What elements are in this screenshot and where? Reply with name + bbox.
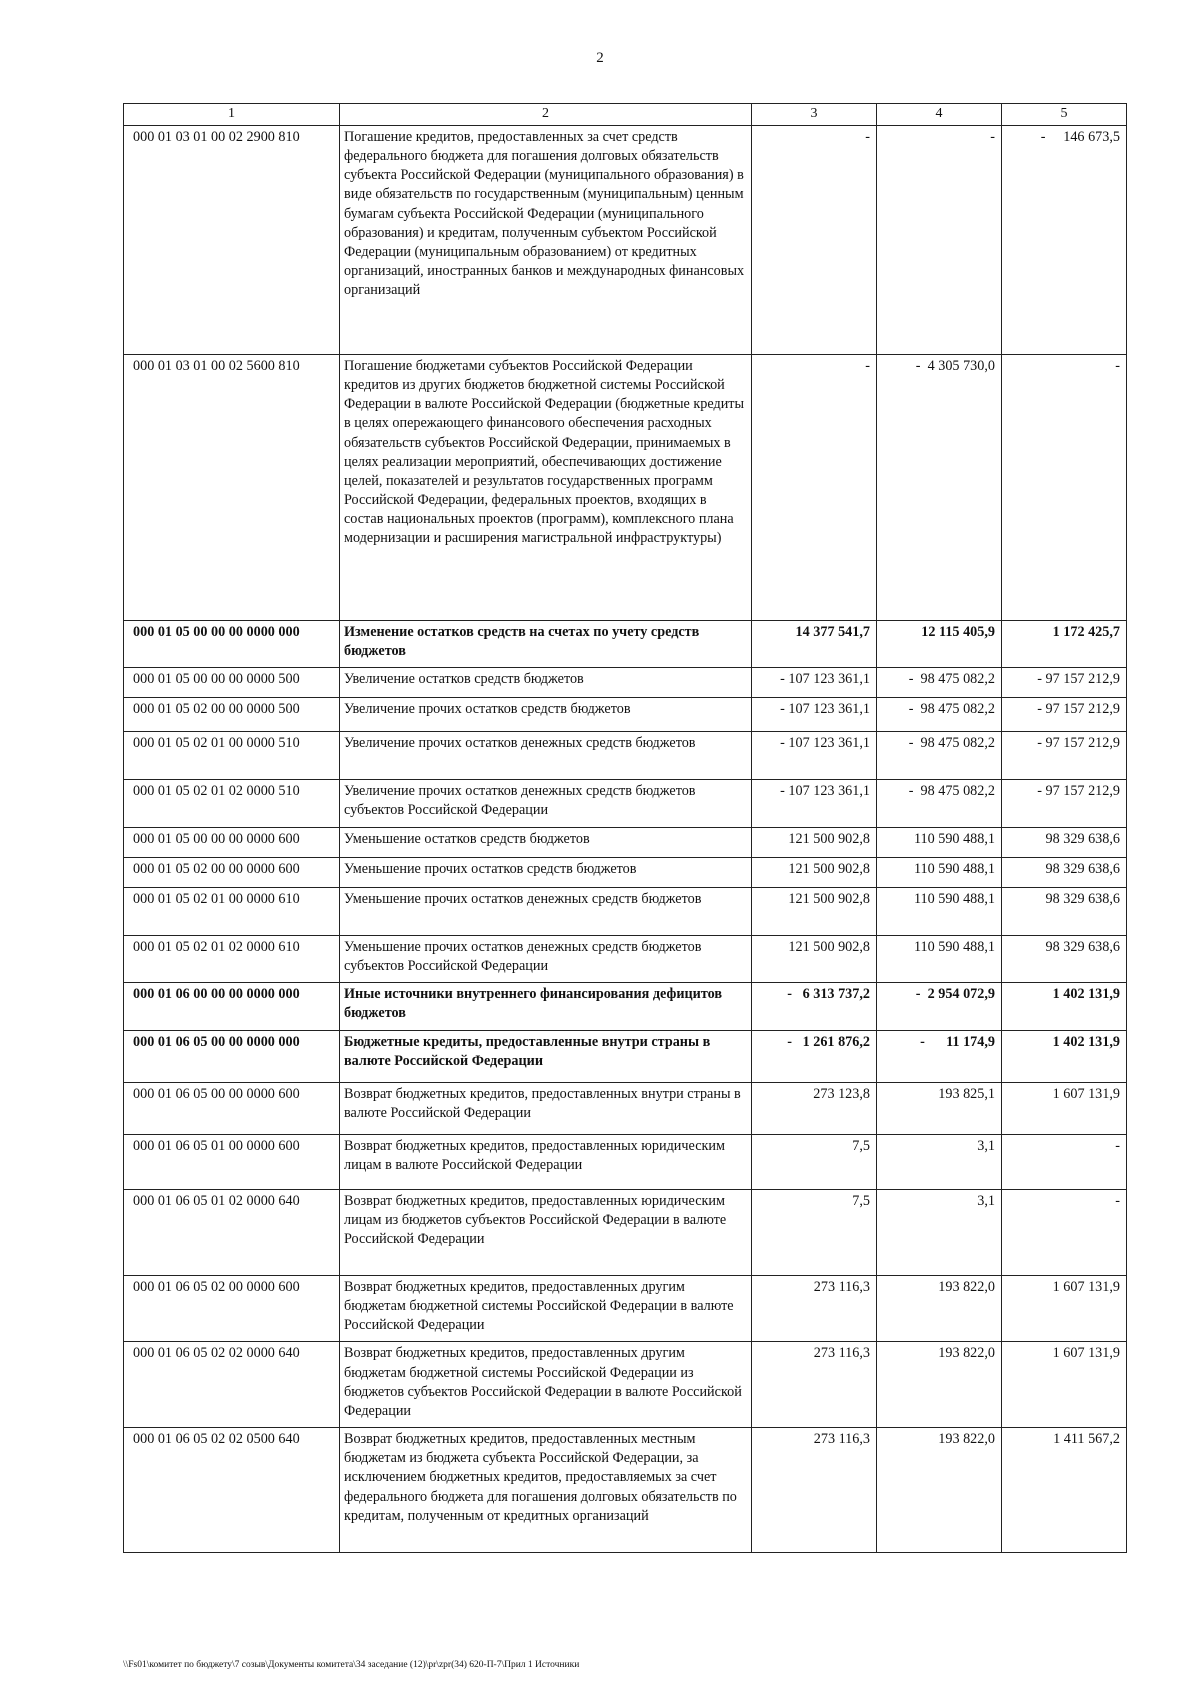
column-header: 5: [1002, 104, 1127, 126]
row-name: Уменьшение остатков средств бюджетов: [340, 827, 752, 857]
row-value-col4: -: [877, 125, 1002, 354]
row-value-col4: 3,1: [877, 1189, 1002, 1275]
row-value-col3: - 107 123 361,1: [752, 698, 877, 732]
table-row: [124, 620, 1127, 667]
row-name: Бюджетные кредиты, предоставленные внутри страны в валюте Российской Федерации: [340, 1030, 752, 1082]
table-row: [124, 732, 1127, 780]
row-code: 000 01 05 02 00 00 0000 500: [124, 698, 340, 732]
table-row: [124, 1275, 1127, 1342]
row-value-col3: 273 123,8: [752, 1082, 877, 1134]
row-name: Уменьшение прочих остатков средств бюджетов: [340, 857, 752, 887]
row-value-col4: 193 822,0: [877, 1275, 1002, 1342]
row-value-col3: 273 116,3: [752, 1428, 877, 1553]
row-code: 000 01 05 02 00 00 0000 600: [124, 857, 340, 887]
row-code: 000 01 06 05 02 02 0500 640: [124, 1428, 340, 1553]
sources-table: [123, 103, 1127, 1553]
row-value-col5: 1 607 131,9: [1002, 1082, 1127, 1134]
row-name: Возврат бюджетных кредитов, предоставленных юридическим лицам из бюджетов субъектов Российской Федерации в валюте Российской Федерации: [340, 1189, 752, 1275]
column-header: 4: [877, 104, 1002, 126]
row-value-col3: 7,5: [752, 1189, 877, 1275]
row-value-col4: 110 590 488,1: [877, 935, 1002, 982]
row-code: 000 01 06 05 01 00 0000 600: [124, 1134, 340, 1189]
row-value-col5: -: [1002, 1189, 1127, 1275]
row-value-col3: - 107 123 361,1: [752, 668, 877, 698]
row-value-col3: 121 500 902,8: [752, 827, 877, 857]
row-name: Увеличение прочих остатков денежных средств бюджетов: [340, 732, 752, 780]
row-value-col3: -: [752, 354, 877, 620]
row-code: 000 01 05 00 00 00 0000 000: [124, 620, 340, 667]
row-value-col5: 98 329 638,6: [1002, 935, 1127, 982]
table-row: [124, 1082, 1127, 1134]
row-value-col4: 110 590 488,1: [877, 827, 1002, 857]
row-name: Возврат бюджетных кредитов, предоставленных юридическим лицам в валюте Российской Федерации: [340, 1134, 752, 1189]
table-row: [124, 354, 1127, 620]
table-row: [124, 780, 1127, 827]
row-code: 000 01 06 00 00 00 0000 000: [124, 982, 340, 1030]
row-value-col5: - 97 157 212,9: [1002, 668, 1127, 698]
row-value-col5: -: [1002, 1134, 1127, 1189]
row-name: Возврат бюджетных кредитов, предоставленных другим бюджетам бюджетной системы Российской Федерации в валюте Российской Федерации: [340, 1275, 752, 1342]
row-value-col4: - 98 475 082,2: [877, 732, 1002, 780]
table-row: [124, 668, 1127, 698]
table-row: [124, 1030, 1127, 1082]
row-name: Изменение остатков средств на счетах по учету средств бюджетов: [340, 620, 752, 667]
row-value-col3: 14 377 541,7: [752, 620, 877, 667]
row-name: Погашение бюджетами субъектов Российской Федерации кредитов из других бюджетов бюджетной системы Российской Федерации в валюте Российской Федерации (бюджетные кредиты в целях опережающего финансового обеспечения расходных обязательств субъектов Российской Федерации, принимаемых в целях реализации мероприятий, обеспечивающих достижение целей, показателей и результатов государственных программ Российской Федерации, федеральных проектов, входящих в состав национальных проектов (программ), комплексного плана модернизации и расширения магистральной инфраструктуры): [340, 354, 752, 620]
row-name: Иные источники внутреннего финансирования дефицитов бюджетов: [340, 982, 752, 1030]
row-code: 000 01 06 05 02 00 0000 600: [124, 1275, 340, 1342]
table-row: [124, 935, 1127, 982]
row-value-col5: 1 411 567,2: [1002, 1428, 1127, 1553]
row-value-col5: 98 329 638,6: [1002, 857, 1127, 887]
row-value-col3: - 107 123 361,1: [752, 780, 877, 827]
row-code: 000 01 03 01 00 02 5600 810: [124, 354, 340, 620]
row-name: Возврат бюджетных кредитов, предоставленных местным бюджетам из бюджета субъекта Российской Федерации, за исключением бюджетных кредитов, предоставляемых за счет федерального бюджета для погашения долговых обязательств по кредитам, полученным от кредитных организаций: [340, 1428, 752, 1553]
row-name: Увеличение прочих остатков средств бюджетов: [340, 698, 752, 732]
row-value-col4: - 98 475 082,2: [877, 698, 1002, 732]
row-value-col4: - 2 954 072,9: [877, 982, 1002, 1030]
row-name: Увеличение остатков средств бюджетов: [340, 668, 752, 698]
row-value-col5: - 97 157 212,9: [1002, 780, 1127, 827]
row-value-col5: 1 402 131,9: [1002, 1030, 1127, 1082]
row-value-col5: 98 329 638,6: [1002, 827, 1127, 857]
column-header: 2: [340, 104, 752, 126]
row-name: Уменьшение прочих остатков денежных средств бюджетов: [340, 887, 752, 935]
table-row: [124, 1189, 1127, 1275]
row-value-col5: 98 329 638,6: [1002, 887, 1127, 935]
row-value-col5: 1 402 131,9: [1002, 982, 1127, 1030]
table-row: [124, 857, 1127, 887]
row-value-col3: 273 116,3: [752, 1275, 877, 1342]
table-row: [124, 125, 1127, 354]
page-number: 2: [596, 50, 604, 66]
row-code: 000 01 05 00 00 00 0000 500: [124, 668, 340, 698]
row-name: Увеличение прочих остатков денежных средств бюджетов субъектов Российской Федерации: [340, 780, 752, 827]
row-value-col4: 3,1: [877, 1134, 1002, 1189]
row-value-col3: - 1 261 876,2: [752, 1030, 877, 1082]
row-code: 000 01 05 02 01 02 0000 610: [124, 935, 340, 982]
row-name: Возврат бюджетных кредитов, предоставленных внутри страны в валюте Российской Федерации: [340, 1082, 752, 1134]
table-row: [124, 982, 1127, 1030]
column-header: 1: [124, 104, 340, 126]
row-code: 000 01 05 02 01 00 0000 510: [124, 732, 340, 780]
row-value-col5: 1 607 131,9: [1002, 1342, 1127, 1428]
row-code: 000 01 06 05 01 02 0000 640: [124, 1189, 340, 1275]
file-path-footer: \\Fs01\комитет по бюджету\7 созыв\Документы комитета\34 заседание (12)\pr\zpr(34) 620-П-7\Прил 1 Источники: [123, 1660, 580, 1670]
row-code: 000 01 03 01 00 02 2900 810: [124, 125, 340, 354]
row-value-col4: 193 822,0: [877, 1428, 1002, 1553]
row-code: 000 01 06 05 00 00 0000 600: [124, 1082, 340, 1134]
row-value-col5: 1 607 131,9: [1002, 1275, 1127, 1342]
row-value-col5: - 97 157 212,9: [1002, 698, 1127, 732]
row-value-col3: 7,5: [752, 1134, 877, 1189]
row-code: 000 01 06 05 02 02 0000 640: [124, 1342, 340, 1428]
table-row: [124, 1342, 1127, 1428]
row-value-col3: 121 500 902,8: [752, 857, 877, 887]
row-value-col4: 193 822,0: [877, 1342, 1002, 1428]
row-value-col4: - 98 475 082,2: [877, 668, 1002, 698]
column-header: 3: [752, 104, 877, 126]
row-name: Погашение кредитов, предоставленных за счет средств федерального бюджета для погашения долговых обязательств субъекта Российской Федерации (муниципального образования) в виде обязательств по государственным (муниципальным) ценным бумагам субъекта Российской Федерации (муниципального образования) и кредитам, полученным субъектом Российской Федерации (муниципальным образованием) от кредитных организаций, иностранных банков и международных финансовых организаций: [340, 125, 752, 354]
row-value-col3: 121 500 902,8: [752, 935, 877, 982]
row-value-col3: - 107 123 361,1: [752, 732, 877, 780]
row-value-col3: 121 500 902,8: [752, 887, 877, 935]
row-name: Уменьшение прочих остатков денежных средств бюджетов субъектов Российской Федерации: [340, 935, 752, 982]
row-value-col3: - 6 313 737,2: [752, 982, 877, 1030]
row-value-col5: -: [1002, 354, 1127, 620]
row-code: 000 01 05 00 00 00 0000 600: [124, 827, 340, 857]
row-code: 000 01 06 05 00 00 0000 000: [124, 1030, 340, 1082]
row-code: 000 01 05 02 01 00 0000 610: [124, 887, 340, 935]
table-row: [124, 1134, 1127, 1189]
row-value-col3: -: [752, 125, 877, 354]
row-value-col5: - 146 673,5: [1002, 125, 1127, 354]
row-value-col4: - 98 475 082,2: [877, 780, 1002, 827]
table-row: [124, 1428, 1127, 1553]
row-value-col5: - 97 157 212,9: [1002, 732, 1127, 780]
table-row: [124, 827, 1127, 857]
row-value-col4: - 4 305 730,0: [877, 354, 1002, 620]
row-value-col4: 12 115 405,9: [877, 620, 1002, 667]
row-value-col5: 1 172 425,7: [1002, 620, 1127, 667]
row-value-col3: 273 116,3: [752, 1342, 877, 1428]
table-row: [124, 887, 1127, 935]
row-code: 000 01 05 02 01 02 0000 510: [124, 780, 340, 827]
row-value-col4: 110 590 488,1: [877, 887, 1002, 935]
table-row: [124, 698, 1127, 732]
row-name: Возврат бюджетных кредитов, предоставленных другим бюджетам бюджетной системы Российской Федерации из бюджетов субъектов Российской Федерации в валюте Российской Федерации: [340, 1342, 752, 1428]
table-header-row: [124, 104, 1127, 126]
row-value-col4: - 11 174,9: [877, 1030, 1002, 1082]
row-value-col4: 193 825,1: [877, 1082, 1002, 1134]
row-value-col4: 110 590 488,1: [877, 857, 1002, 887]
